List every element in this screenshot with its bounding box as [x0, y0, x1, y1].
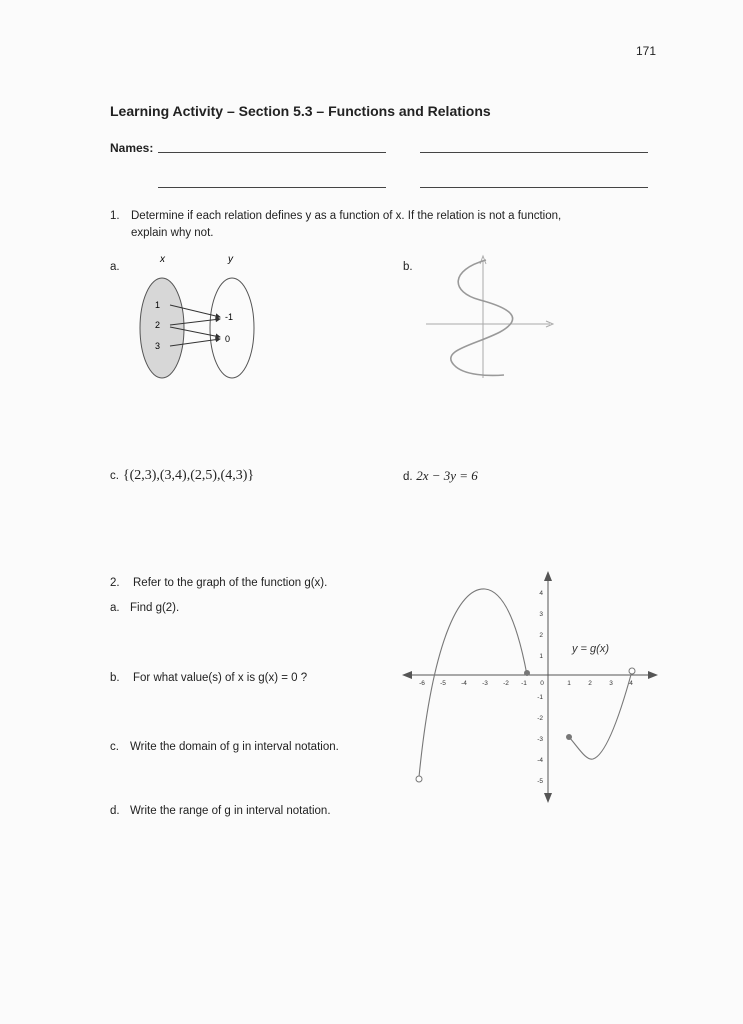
y-tick-label: -3	[537, 736, 543, 743]
domain-value-3: 3	[155, 341, 161, 351]
y-tick-label: -1	[537, 694, 543, 701]
q1-text-line2: explain why not.	[131, 227, 214, 239]
name-line-3[interactable]	[158, 187, 386, 188]
y-tick-label: 3	[539, 611, 543, 618]
q1d-item	[403, 468, 478, 484]
domain-value-1: 1	[155, 300, 161, 310]
y-axis-bottom-arrow	[544, 793, 552, 803]
range-ellipse	[210, 278, 254, 378]
range-value-0: 0	[225, 334, 231, 344]
domain-ellipse	[140, 278, 184, 378]
curve-path	[451, 260, 513, 375]
closed-endpoint-mid	[524, 670, 530, 676]
y-tick-label: -4	[537, 757, 543, 764]
y-tick-label: 2	[539, 632, 543, 639]
range-header: y	[228, 254, 233, 265]
x-tick-label: 1	[567, 680, 571, 687]
x-tick-labels	[419, 680, 633, 687]
q1c-expression: {(2,3),(3,4),(2,5),(4,3)}	[122, 468, 255, 483]
q2-text: Refer to the graph of the function g(x).	[133, 577, 328, 589]
page-number: 171	[636, 44, 657, 58]
x-tick-label: -6	[419, 680, 425, 687]
domain-value-2: 2	[155, 320, 161, 330]
curve-graph	[420, 250, 560, 385]
y-axis-top-arrow	[544, 571, 552, 581]
q1-number: 1.	[110, 210, 120, 222]
q1a-label: a.	[110, 261, 120, 273]
function-label: y = g(x)	[572, 643, 609, 655]
q2-number: 2.	[110, 577, 120, 589]
q2a-label: a.	[110, 602, 120, 614]
range-value-neg1: -1	[225, 312, 234, 322]
x-tick-label: 2	[588, 680, 592, 687]
domain-header: x	[160, 254, 165, 265]
y-tick-labels	[537, 590, 543, 785]
x-tick-label: -4	[461, 680, 467, 687]
open-endpoint-left	[416, 776, 422, 782]
g-parabola-piece	[419, 589, 527, 777]
function-graph	[400, 565, 670, 810]
mapping-diagram	[130, 250, 270, 385]
x-tick-label: -3	[482, 680, 488, 687]
q2d-text: Write the range of g in interval notation.	[130, 805, 331, 817]
names-label: Names:	[110, 141, 154, 155]
y-tick-label: 4	[539, 590, 543, 597]
q1-text-line1: Determine if each relation defines y as a function of x. If the relation is not a function,	[131, 210, 562, 222]
name-line-1[interactable]	[158, 152, 386, 153]
name-line-2[interactable]	[420, 152, 648, 153]
q1c-item	[110, 466, 254, 484]
x-axis-right-arrow	[648, 671, 658, 679]
closed-endpoint-right	[566, 734, 572, 740]
name-line-4[interactable]	[420, 187, 648, 188]
page-title: Learning Activity – Section 5.3 – Functions and Relations	[110, 103, 491, 119]
q2c-text: Write the domain of g in interval notation.	[130, 741, 339, 753]
q2c-label: c.	[110, 741, 119, 753]
x-tick-label: 3	[609, 680, 613, 687]
y-tick-label: -2	[537, 715, 543, 722]
q2a-text: Find g(2).	[130, 602, 180, 614]
x-tick-label: 0	[540, 680, 544, 687]
q1b-label: b.	[403, 261, 413, 273]
y-tick-label: 1	[539, 653, 543, 660]
open-endpoint-right	[629, 668, 635, 674]
x-axis-left-arrow	[402, 671, 412, 679]
q2d-label: d.	[110, 805, 120, 817]
x-tick-label: -2	[503, 680, 509, 687]
g-right-piece	[569, 671, 632, 759]
q1c-label: c.	[110, 470, 119, 482]
q2b-text: For what value(s) of x is g(x) = 0 ?	[133, 672, 308, 684]
y-tick-label: -5	[537, 778, 543, 785]
q1d-label: d.	[403, 471, 413, 483]
x-tick-label: -1	[521, 680, 527, 687]
q2b-label: b.	[110, 672, 120, 684]
q1d-expression: 2x − 3y = 6	[416, 468, 478, 483]
x-tick-label: -5	[440, 680, 446, 687]
x-tick-label: 4	[629, 680, 633, 687]
